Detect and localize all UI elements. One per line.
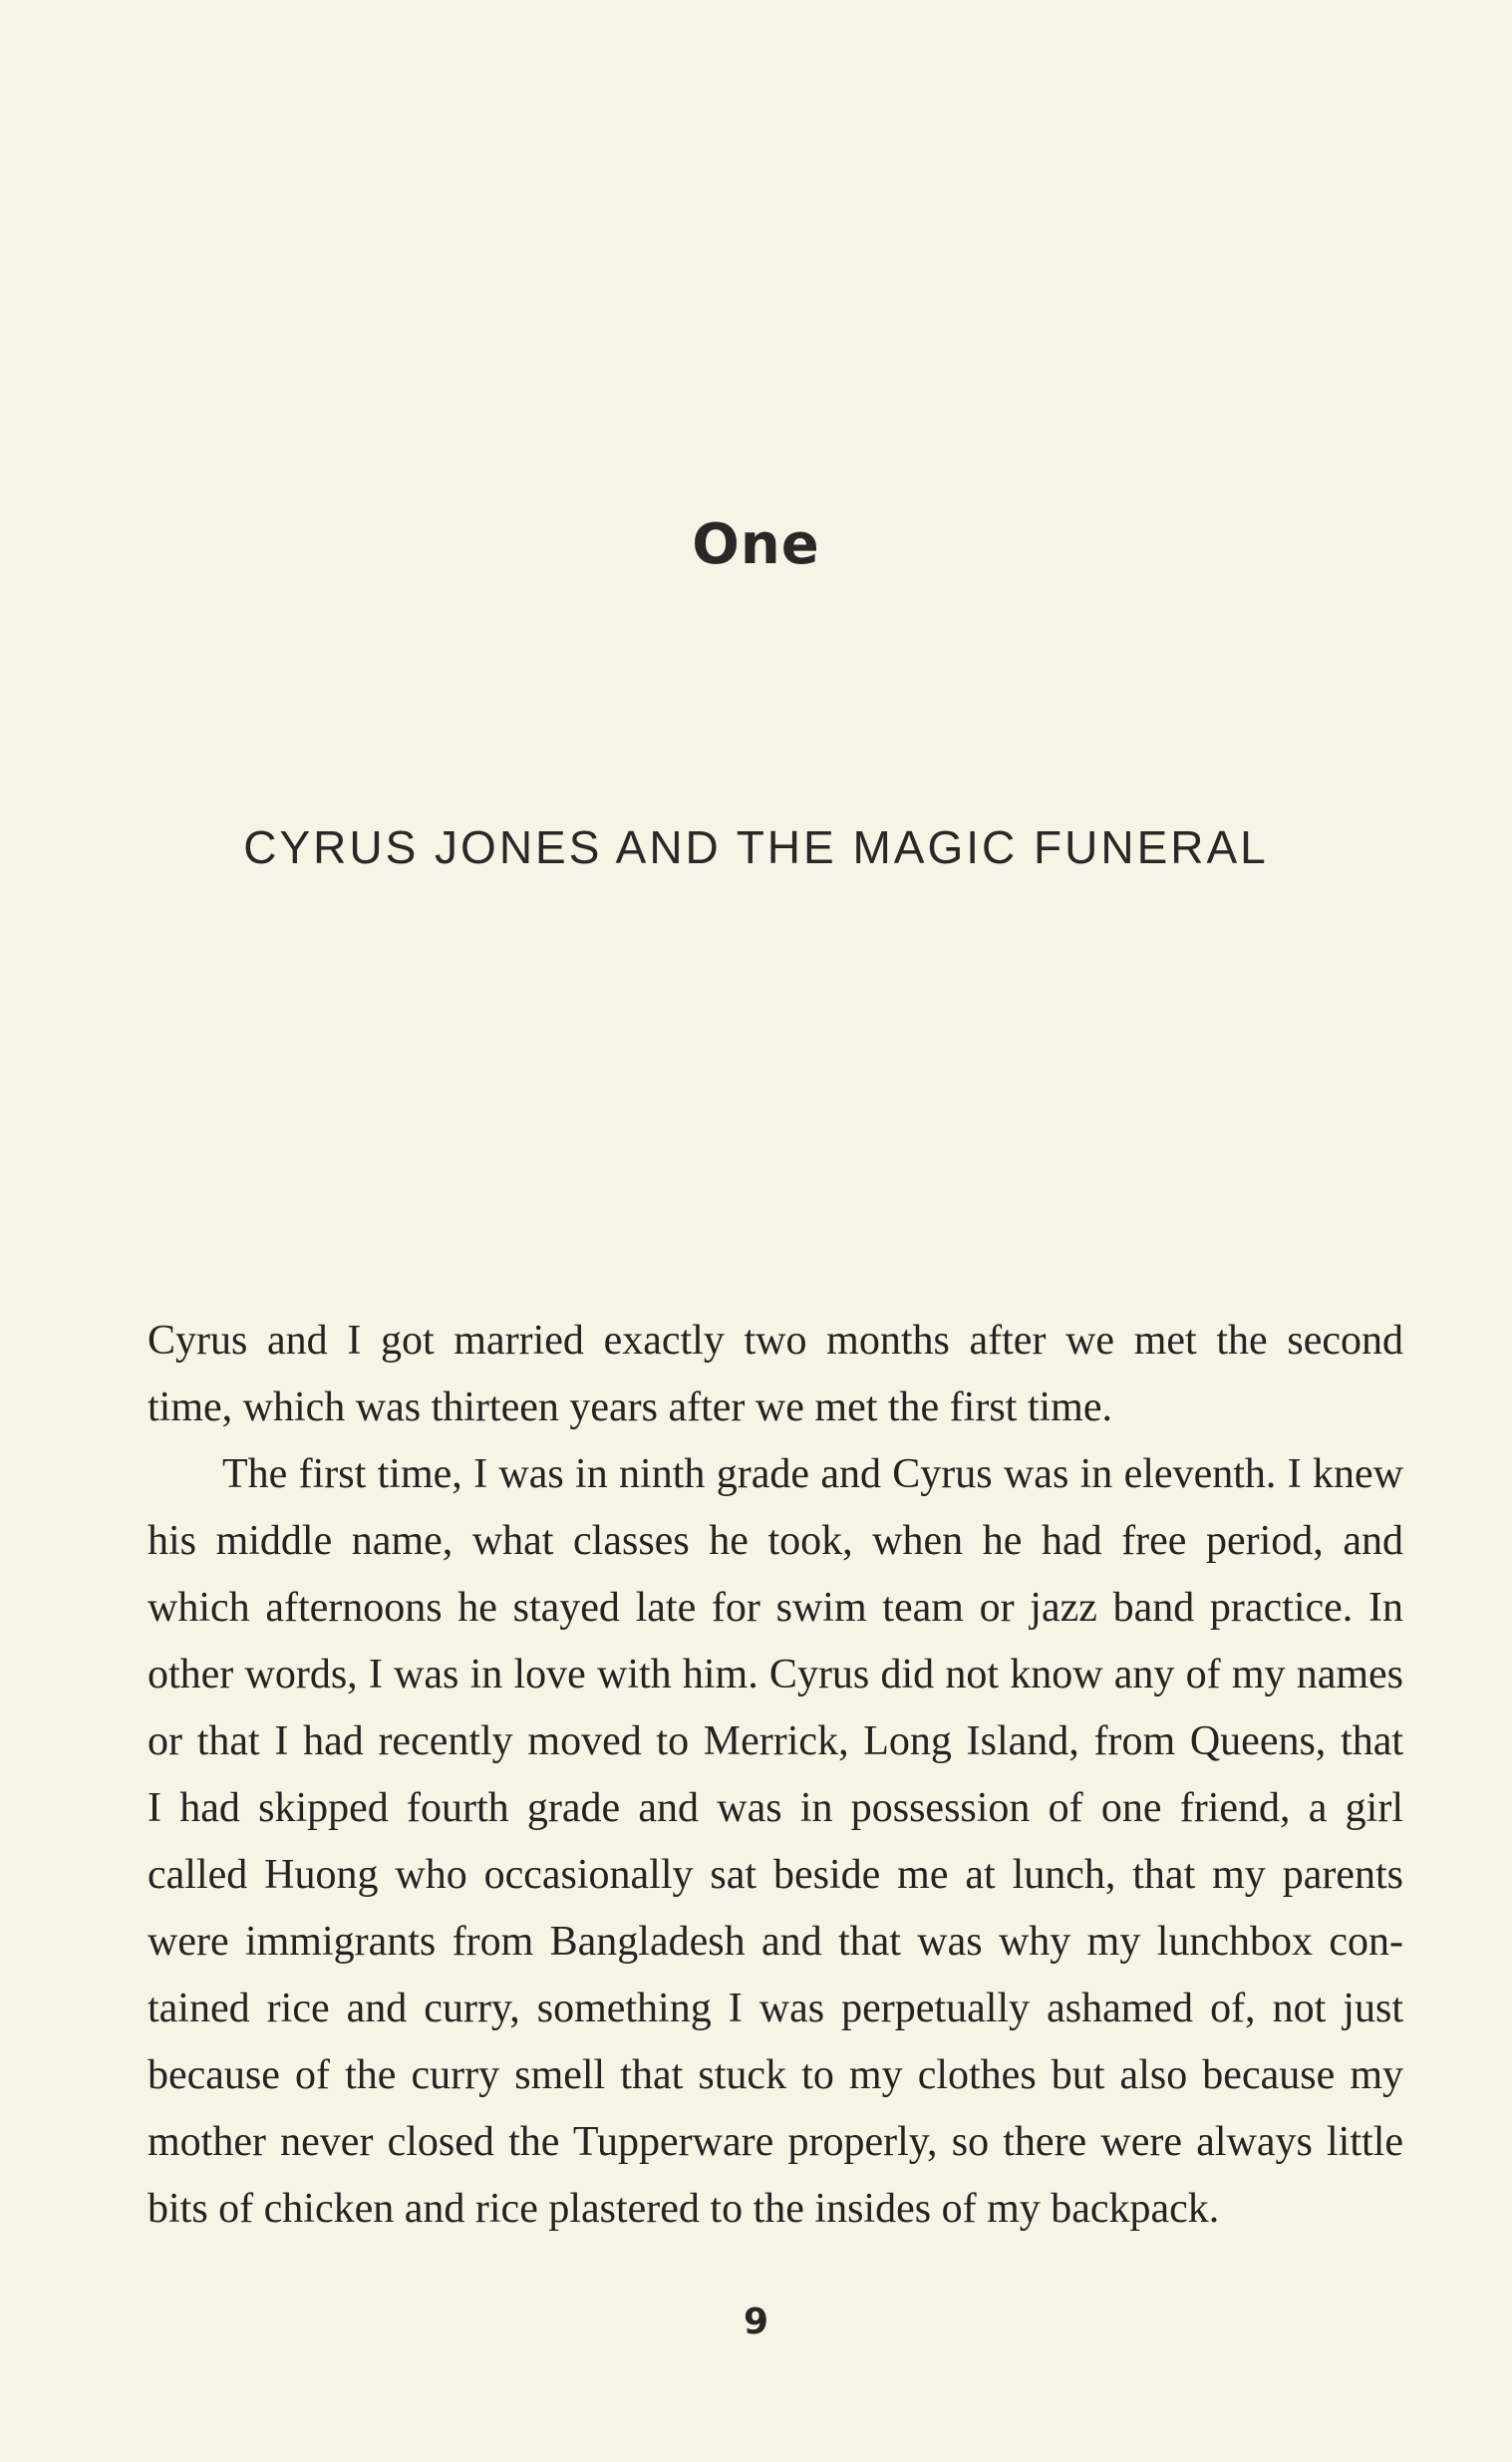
chapter-number: One	[692, 512, 820, 577]
text-line: The first time, I was in ninth grade and Cyrus was in eleventh. I knew	[222, 1451, 1403, 1497]
text-line: called Huong who occasionally sat beside me at lunch, that my parents	[148, 1852, 1403, 1898]
text-line: time, which was thirteen years after we met the first time.	[148, 1385, 1112, 1430]
text-line: tained rice and curry, something I was perpetually ashamed of, not just	[148, 1986, 1403, 2031]
text-line: because of the curry smell that stuck to my clothes but also because my	[148, 2052, 1403, 2098]
page-number: 9	[743, 2302, 769, 2342]
chapter-body	[148, 1308, 1403, 2243]
text-line: his middle name, what classes he took, when he had free period, and	[148, 1518, 1403, 1564]
text-line: I had skipped fourth grade and was in possession of one friend, a girl	[148, 1785, 1403, 1831]
chapter-title: CYRUS JONES AND THE MAGIC FUNERAL	[243, 821, 1269, 873]
paragraph-1	[148, 1308, 1403, 1441]
text-line: Cyrus and I got married exactly two months after we met the second	[148, 1318, 1403, 1364]
text-line: which afternoons he stayed late for swim team or jazz band practice. In	[148, 1585, 1403, 1631]
paragraph-2	[148, 1441, 1403, 2243]
text-line: were immigrants from Bangladesh and that was why my lunchbox con-	[148, 1919, 1403, 1965]
text-line: mother never closed the Tupperware properly, so there were always little	[148, 2119, 1403, 2165]
text-line: or that I had recently moved to Merrick, Long Island, from Queens, that	[148, 1718, 1403, 1764]
text-line: other words, I was in love with him. Cyrus did not know any of my names	[148, 1652, 1403, 1697]
text-line: bits of chicken and rice plastered to the insides of my backpack.	[148, 2186, 1220, 2232]
